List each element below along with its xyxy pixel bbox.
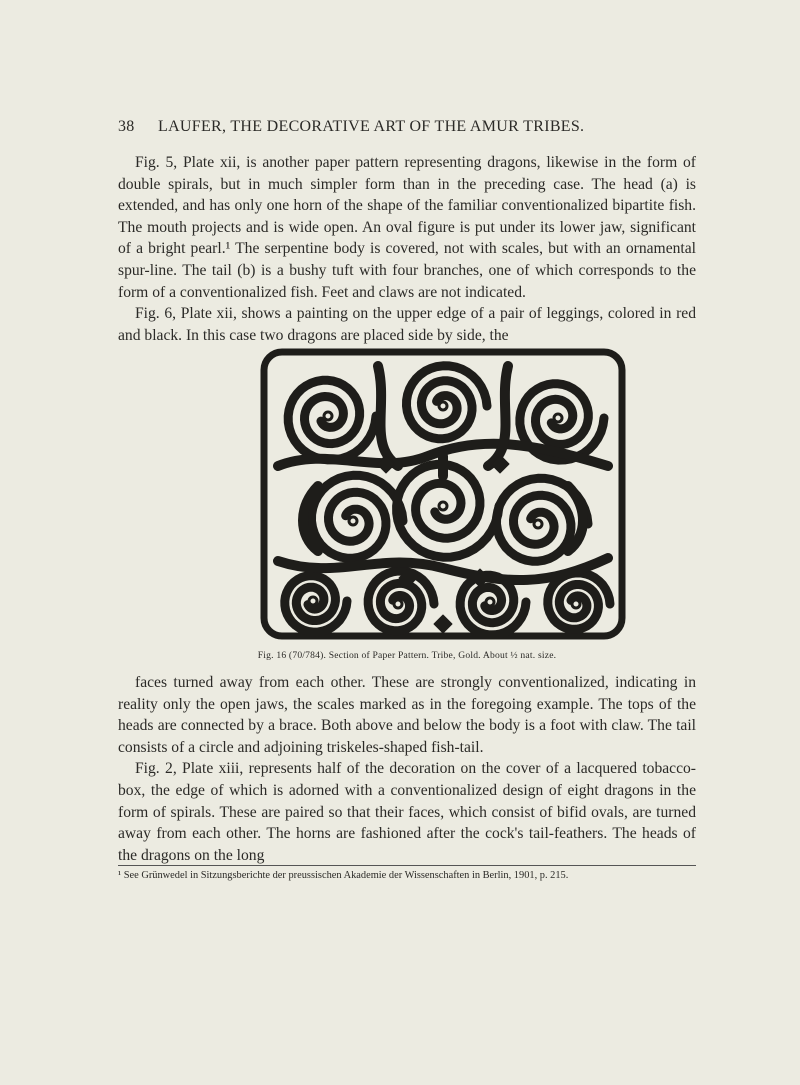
body-text-top — [118, 152, 696, 346]
running-title: LAUFER, THE DECORATIVE ART OF THE AMUR TRIBES. — [158, 118, 585, 135]
paragraph: Fig. 5, Plate xii, is another paper pattern representing dragons, likewise in the form of double spirals, but in much simpler form than in the preceding case. The head (a) is extended, and has only one horn of the shape of the familiar conventionalized bipartite fish. The mouth projects and is wide open. An oval figure is put under its lower jaw, significant of a bright pearl.¹ The serpentine body is covered, not with scales, but with an ornamental spur-line. The tail (b) is a bushy tuft with four branches, one of which corresponds to the form of a conventionalized fish. Feet and claws are not indicated. — [118, 154, 696, 301]
paragraph: Fig. 6, Plate xii, shows a painting on the upper edge of a pair of leggings, colored in red and black. In this case two dragons are placed side by side, the — [118, 305, 696, 344]
figure-paper-pattern — [258, 346, 628, 642]
figure-caption: Fig. 16 (70/784). Section of Paper Pattern. Tribe, Gold. About ½ nat. size. — [257, 650, 557, 661]
page-number: 38 — [118, 118, 135, 135]
footnote-rule — [118, 865, 696, 866]
dragon-pattern-image — [258, 346, 628, 642]
body-text-bottom — [118, 672, 696, 866]
footnote: ¹ See Grünwedel in Sitzungsberichte der preussischen Akademie der Wissenschaften in Berlin, 1901, p. 215. — [118, 870, 569, 881]
paragraph: Fig. 2, Plate xiii, represents half of the decoration on the cover of a lacquered tobacco-box, the edge of which is adorned with a conventionalized design of eight dragons in the form of spirals. These are paired so that their faces, which consist of bifid ovals, are turned away from each other. The horns are fashioned after the cock's tail-feathers. The heads of the dragons on the long — [118, 760, 696, 864]
paragraph: faces turned away from each other. These are strongly conventionalized, indicating in reality only the open jaws, the scales marked as in the foregoing example. The tops of the heads are connected by a brace. Both above and below the body is a foot with claw. The tail consists of a circle and adjoining triskeles-shaped fish-tail. — [118, 674, 696, 756]
